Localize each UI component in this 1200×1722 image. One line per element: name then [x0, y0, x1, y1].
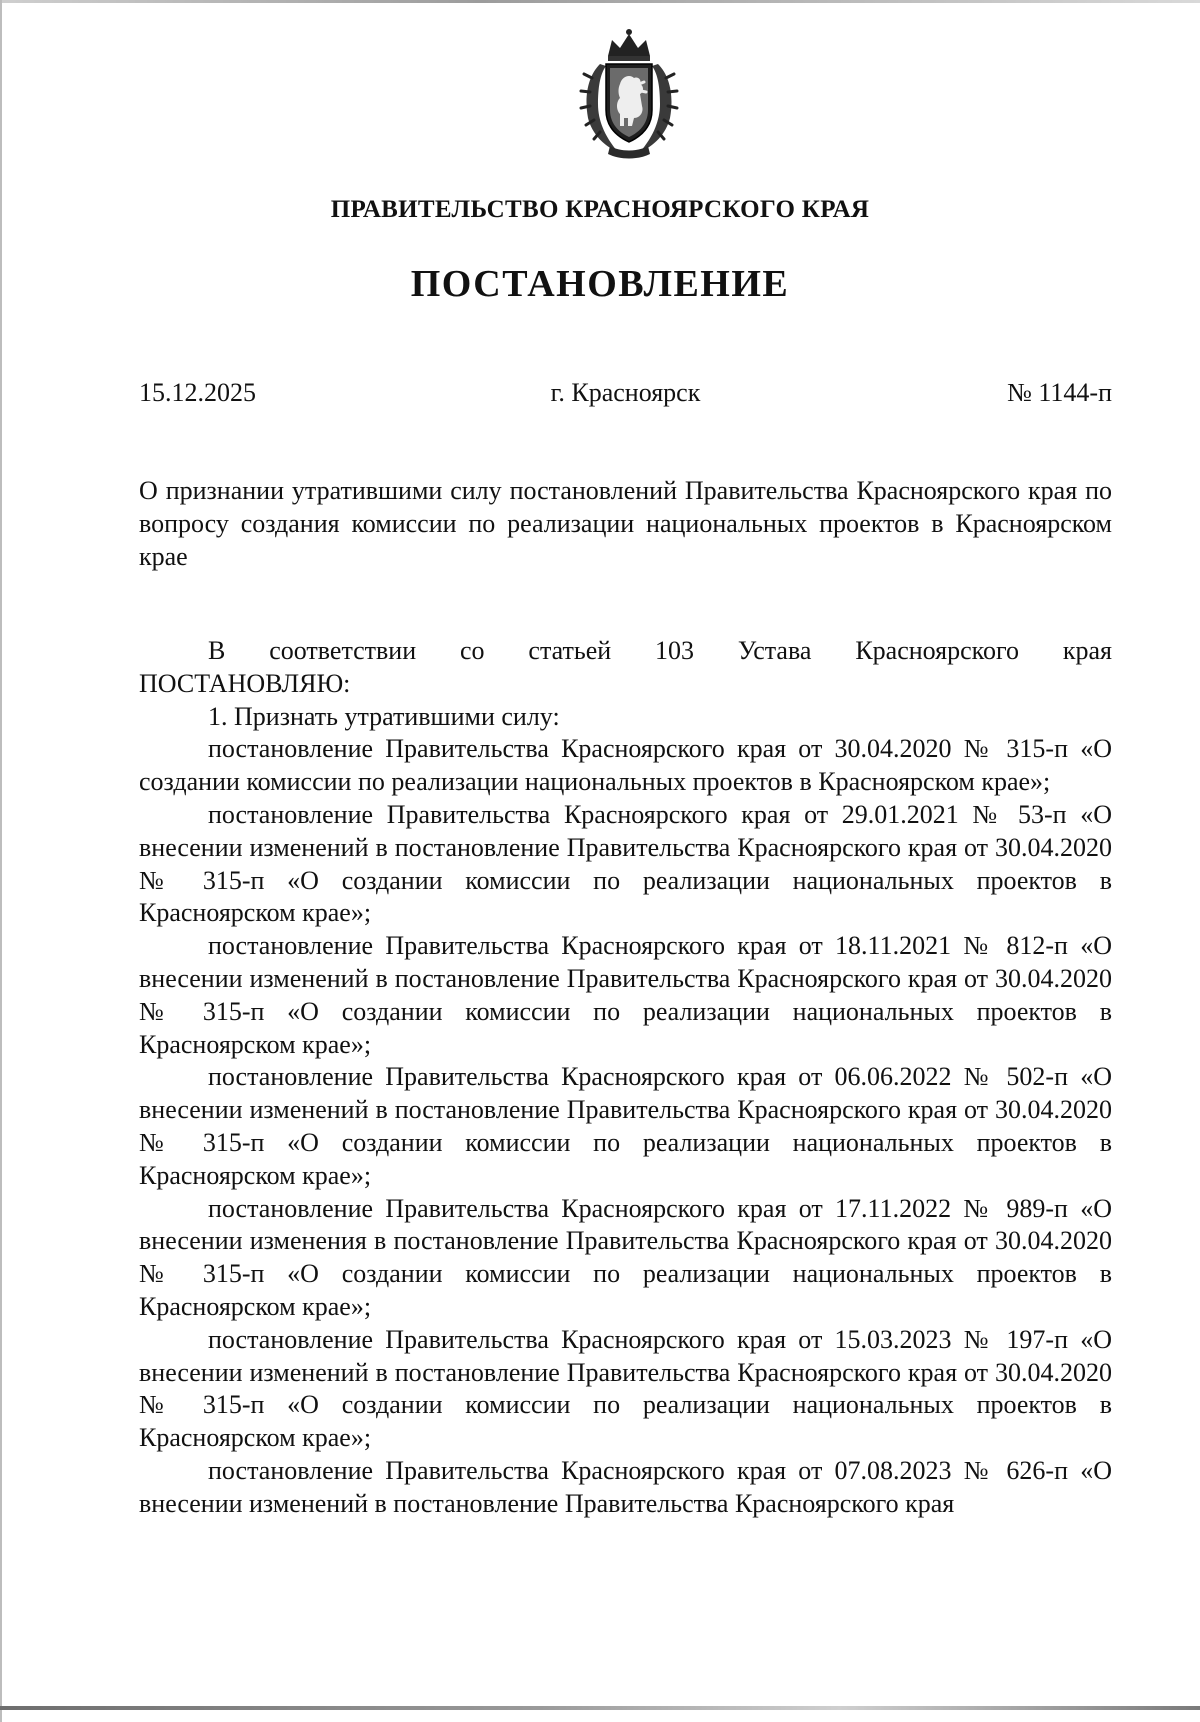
scan-edge-bottom [0, 1706, 1200, 1710]
krasnoyarsk-coat-of-arms-icon [570, 26, 688, 160]
resolution-paragraph: постановление Правительства Красноярского края от 15.03.2023 № 197-п «О внесении изменений в постановление Правительства Красноярского края от 30.04.2020 № 315-п «О создании комиссии по реализации национальных проектов в Красноярском крае»; [139, 1324, 1112, 1453]
legal-basis-paragraph: В соответствии со статьей 103 Устава Красноярского края [208, 636, 1112, 665]
scan-edge-top [0, 0, 1200, 3]
organization-title: ПРАВИТЕЛЬСТВО КРАСНОЯРСКОГО КРАЯ [330, 196, 870, 223]
document-date: 15.12.2025 [139, 378, 256, 407]
resolution-paragraph: постановление Правительства Красноярского края от 07.08.2023 № 626-п «О внесении изменений в постановление Правительства Красноярского края [139, 1455, 1112, 1518]
resolution-paragraph: постановление Правительства Красноярского края от 17.11.2022 № 989-п «О внесении изменения в постановление Правительства Красноярского края от 30.04.2020 № 315-п «О создании комиссии по реализации национальных проектов в Красноярском крае»; [139, 1193, 1112, 1321]
document-subject: О признании утратившими силу постановлений Правительства Красноярского края по вопросу создания комиссии по реализации национальных проектов в Красноярском крае [139, 476, 1112, 571]
resolution-paragraph: постановление Правительства Красноярского края от 30.04.2020 № 315-п «О создании комиссии по реализации национальных проектов в Красноярском крае»; [139, 734, 1112, 797]
document-number: № 1144-п [1007, 378, 1112, 407]
resolution-paragraph: постановление Правительства Красноярского края от 06.06.2022 № 502-п «О внесении изменений в постановление Правительства Красноярского края от 30.04.2020 № 315-п «О создании комиссии по реализации национальных проектов в Красноярском крае»; [139, 1062, 1112, 1190]
document-type-title: ПОСТАНОВЛЕНИЕ [410, 263, 790, 305]
decree-word: ПОСТАНОВЛЯЮ: [139, 668, 351, 698]
document-meta-row [139, 378, 1112, 410]
resolution-paragraph: постановление Правительства Красноярского края от 29.01.2021 № 53-п «О внесении изменений в постановление Правительства Красноярского края от 30.04.2020 № 315-п «О создании комиссии по реализации национальных проектов в Красноярском крае»; [139, 799, 1112, 928]
scan-edge-left [0, 0, 2, 1722]
document-city: г. Красноярск [550, 378, 701, 407]
resolution-paragraph: постановление Правительства Красноярского края от 18.11.2021 № 812-п «О внесении изменений в постановление Правительства Красноярского края от 30.04.2020 № 315-п «О создании комиссии по реализации национальных проектов в Красноярском крае»; [139, 931, 1112, 1059]
document-body [139, 635, 1112, 1521]
item-1-paragraph: 1. Признать утратившими силу: [208, 701, 560, 731]
